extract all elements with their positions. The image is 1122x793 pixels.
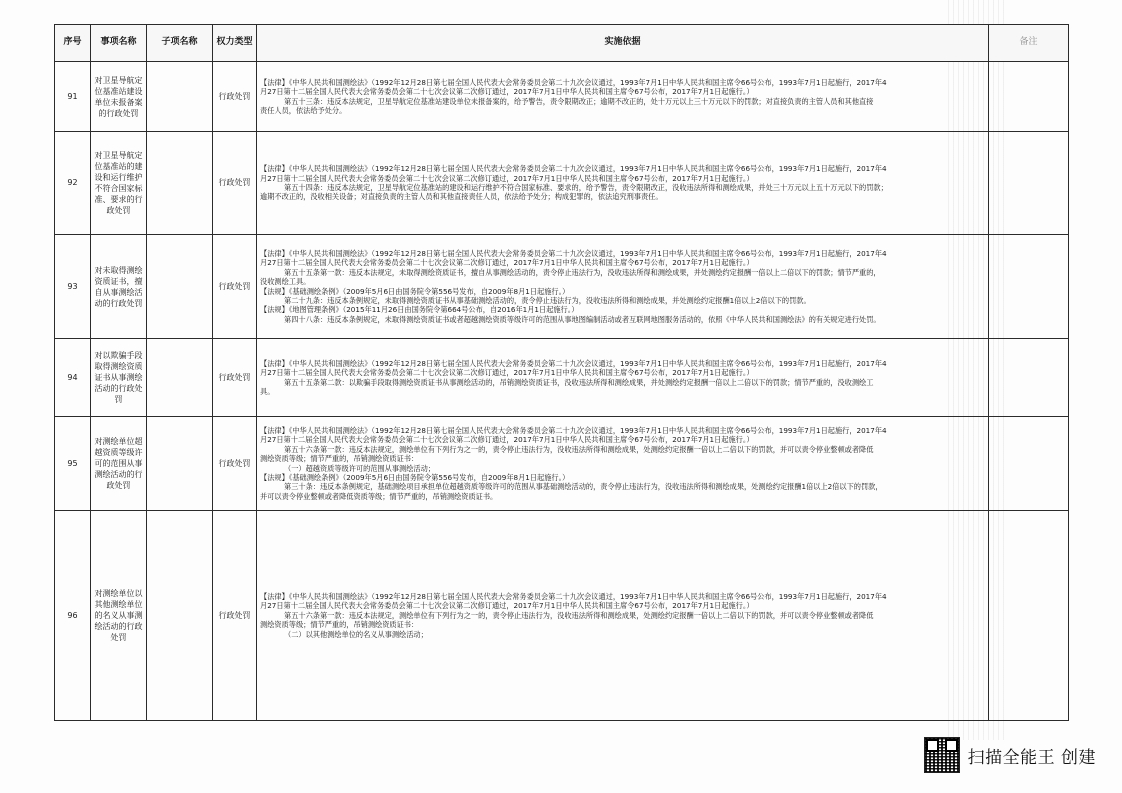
- basis-line: 第三十条：违反本条例规定，基础测绘项目承担单位超越资质等级许可的范围从事基础测绘活动的，责令停止违法行为，没收违法所得和测绘成果，处测绘约定报酬1倍以上2倍以下的罚款，: [284, 482, 883, 492]
- basis-line: 月27日第十二届全国人民代表大会常务委员会第二十七次会议第二次修订通过，2017年7月1日中华人民共和国主席令67号公布，2017年7月1日起施行。）: [260, 258, 754, 268]
- basis-line: 【法律】《中华人民共和国测绘法》（1992年12月28日第七届全国人民代表大会常务委员会第二十九次会议通过，1993年7月1日中华人民共和国主席令66号公布，1993年7月1日起施行，2017年4: [260, 358, 887, 368]
- remark-cell: [989, 339, 1069, 417]
- remark-cell: [989, 511, 1069, 721]
- basis-line: 第五十三条：违反本法规定，卫星导航定位基准站建设单位未报备案的，给予警告，责令限期改正；逾期不改正的，处十万元以上三十万元以下的罚款；对直接负责的主管人员和其他直接: [284, 96, 874, 106]
- row-number: 91: [55, 62, 91, 132]
- remark-cell: [989, 62, 1069, 132]
- header-item-name: 事项名称: [91, 25, 147, 62]
- basis-line: 【法规】《基础测绘条例》（2009年5月6日由国务院令第556号发布，自2009年8月1日起施行。）: [260, 472, 570, 482]
- implementation-basis: [257, 62, 989, 132]
- remark-cell: [989, 417, 1069, 511]
- basis-line: 测绘资质等级；情节严重的，吊销测绘资质证书：: [260, 620, 419, 630]
- table-header-row: [55, 25, 1069, 62]
- sub-item-name: [147, 62, 213, 132]
- implementation-basis: [257, 417, 989, 511]
- basis-line: 【法律】《中华人民共和国测绘法》（1992年12月28日第七届全国人民代表大会常务委员会第二十九次会议通过，1993年7月1日中华人民共和国主席令66号公布，1993年7月1日起施行，2017年4: [260, 248, 887, 258]
- scanner-watermark: [924, 737, 1096, 773]
- table-row: [55, 62, 1069, 132]
- power-type: 行政处罚: [213, 62, 257, 132]
- basis-line: 没收测绘工具。: [260, 277, 311, 287]
- basis-line: 第五十五条第一款：违反本法规定，未取得测绘资质证书，擅自从事测绘活动的，责令停止违法行为，没收违法所得和测绘成果，并处测绘约定报酬一倍以上二倍以下的罚款；情节严重的，: [284, 267, 881, 277]
- sub-item-name: [147, 132, 213, 235]
- basis-line: 第五十四条：违反本法规定，卫星导航定位基准站的建设和运行维护不符合国家标准、要求的，给予警告，责令限期改正，没收违法所得和测绘成果，并处三十万元以上五十万元以下的罚款；: [284, 183, 888, 192]
- basis-line: 月27日第十二届全国人民代表大会常务委员会第二十七次会议第二次修订通过，2017年7月1日中华人民共和国主席令67号公布，2017年7月1日起施行。）: [260, 368, 754, 378]
- power-type: 行政处罚: [213, 417, 257, 511]
- basis-line: 并可以责令停业整顿或者降低资质等级；情节严重的，吊销测绘资质证书。: [260, 491, 498, 501]
- basis-line: （二）以其他测绘单位的名义从事测绘活动；: [284, 629, 428, 639]
- basis-line: 【法规】《地图管理条例》（2015年11月26日由国务院令第664号公布，自2016年1月1日起施行。）: [260, 305, 579, 315]
- item-name: 对未取得测绘资质证书，擅自从事测绘活动的行政处罚: [91, 235, 147, 339]
- row-number: 96: [55, 511, 91, 721]
- row-number: 92: [55, 132, 91, 235]
- basis-line: 月27日第十二届全国人民代表大会常务委员会第二十七次会议第二次修订通过，2017年7月1日中华人民共和国主席令67号公布，2017年7月1日起施行。）: [260, 173, 754, 183]
- basis-line: 第五十六条第一款：违反本法规定，测绘单位有下列行为之一的，责令停止违法行为，没收违法所得和测绘成果，处测绘约定报酬一倍以上二倍以下的罚款，并可以责令停业整顿或者降低: [284, 444, 874, 454]
- table-row: [55, 132, 1069, 235]
- basis-line: 第二十九条：违反本条例规定，未取得测绘资质证书从事基础测绘活动的，责令停止违法行为，没收违法所得和测绘成果，并处测绘约定报酬1倍以上2倍以下的罚款。: [284, 295, 811, 305]
- power-type: 行政处罚: [213, 132, 257, 235]
- basis-line: 责任人员，依法给予处分。: [260, 105, 347, 115]
- basis-line: 【法规】《基础测绘条例》（2009年5月6日由国务院令第556号发布，自2009年8月1日起施行。）: [260, 286, 570, 296]
- basis-line: 第四十八条：违反本条例规定，未取得测绘资质证书或者超越测绘资质等级许可的范围从事地图编制活动或者互联网地图服务活动的，依照《中华人民共和国测绘法》的有关规定进行处罚。: [284, 314, 881, 324]
- basis-line: 第五十五条第二款：以欺骗手段取得测绘资质证书从事测绘活动的，吊销测绘资质证书，没收违法所得和测绘成果，并处测绘约定报酬一倍以上二倍以下的罚款；情节严重的，没收测绘工: [284, 377, 874, 387]
- basis-line: 【法律】《中华人民共和国测绘法》（1992年12月28日第七届全国人民代表大会常务委员会第二十九次会议通过，1993年7月1日中华人民共和国主席令66号公布，1993年7月1日起施行，2017年4: [260, 425, 887, 435]
- implementation-basis: [257, 339, 989, 417]
- implementation-basis: [257, 235, 989, 339]
- sub-item-name: [147, 511, 213, 721]
- header-no: 序号: [55, 25, 91, 62]
- basis-line: 测绘资质等级；情节严重的，吊销测绘资质证书：: [260, 454, 419, 464]
- header-power-type: 权力类型: [213, 25, 257, 62]
- basis-line: 第五十六条第一款：违反本法规定，测绘单位有下列行为之一的，责令停止违法行为，没收违法所得和测绘成果，处测绘约定报酬一倍以上二倍以下的罚款，并可以责令停业整顿或者降低: [284, 610, 874, 620]
- item-name: 对卫星导航定位基准站的建设和运行维护不符合国家标准、要求的行政处罚: [91, 132, 147, 235]
- basis-line: 月27日第十二届全国人民代表大会常务委员会第二十七次会议第二次修订通过，2017年7月1日中华人民共和国主席令67号公布，2017年7月1日起施行。）: [260, 87, 754, 97]
- basis-line: 【法律】《中华人民共和国测绘法》（1992年12月28日第七届全国人民代表大会常务委员会第二十九次会议通过，1993年7月1日中华人民共和国主席令66号公布，1993年7月1日起施行，2017年4: [260, 164, 887, 174]
- item-name: 对以欺骗手段取得测绘资质证书从事测绘活动的行政处罚: [91, 339, 147, 417]
- basis-line: 逾期不改正的，没收相关设备；对直接负责的主管人员和其他直接责任人员，依法给予处分；构成犯罪的，依法追究刑事责任。: [260, 192, 663, 202]
- basis-line: （一）超越资质等级许可的范围从事测绘活动；: [284, 463, 435, 473]
- item-name: 对测绘单位以其他测绘单位的名义从事测绘活动的行政处罚: [91, 511, 147, 721]
- row-number: 93: [55, 235, 91, 339]
- header-sub-item: 子项名称: [147, 25, 213, 62]
- item-name: 对测绘单位超越资质等级许可的范围从事测绘活动的行政处罚: [91, 417, 147, 511]
- header-basis: 实施依据: [257, 25, 989, 62]
- basis-line: 【法律】《中华人民共和国测绘法》（1992年12月28日第七届全国人民代表大会常务委员会第二十九次会议通过，1993年7月1日中华人民共和国主席令66号公布，1993年7月1日起施行，2017年4: [260, 77, 887, 87]
- sub-item-name: [147, 417, 213, 511]
- table-row: [55, 339, 1069, 417]
- header-remark: 备注: [989, 25, 1069, 62]
- basis-line: 月27日第十二届全国人民代表大会常务委员会第二十七次会议第二次修订通过，2017年7月1日中华人民共和国主席令67号公布，2017年7月1日起施行。）: [260, 601, 754, 611]
- power-type: 行政处罚: [213, 235, 257, 339]
- watermark-text: 扫描全能王 创建: [967, 747, 1096, 768]
- power-type: 行政处罚: [213, 339, 257, 417]
- qr-code-icon: [924, 737, 960, 773]
- basis-line: 月27日第十二届全国人民代表大会常务委员会第二十七次会议第二次修订通过，2017年7月1日中华人民共和国主席令67号公布，2017年7月1日起施行。）: [260, 435, 754, 445]
- table-row: [55, 417, 1069, 511]
- sub-item-name: [147, 339, 213, 417]
- table-row: [55, 511, 1069, 721]
- implementation-basis: [257, 511, 989, 721]
- power-type: 行政处罚: [213, 511, 257, 721]
- row-number: 94: [55, 339, 91, 417]
- remark-cell: [989, 235, 1069, 339]
- item-name: 对卫星导航定位基准站建设单位未报备案的行政处罚: [91, 62, 147, 132]
- basis-line: 【法律】《中华人民共和国测绘法》（1992年12月28日第七届全国人民代表大会常务委员会第二十九次会议通过，1993年7月1日中华人民共和国主席令66号公布，1993年7月1日起施行，2017年4: [260, 591, 887, 601]
- basis-line: 具。: [260, 386, 275, 396]
- table-row: [55, 235, 1069, 339]
- implementation-basis: [257, 132, 989, 235]
- row-number: 95: [55, 417, 91, 511]
- sub-item-name: [147, 235, 213, 339]
- remark-cell: [989, 132, 1069, 235]
- enforcement-table: [54, 24, 1069, 721]
